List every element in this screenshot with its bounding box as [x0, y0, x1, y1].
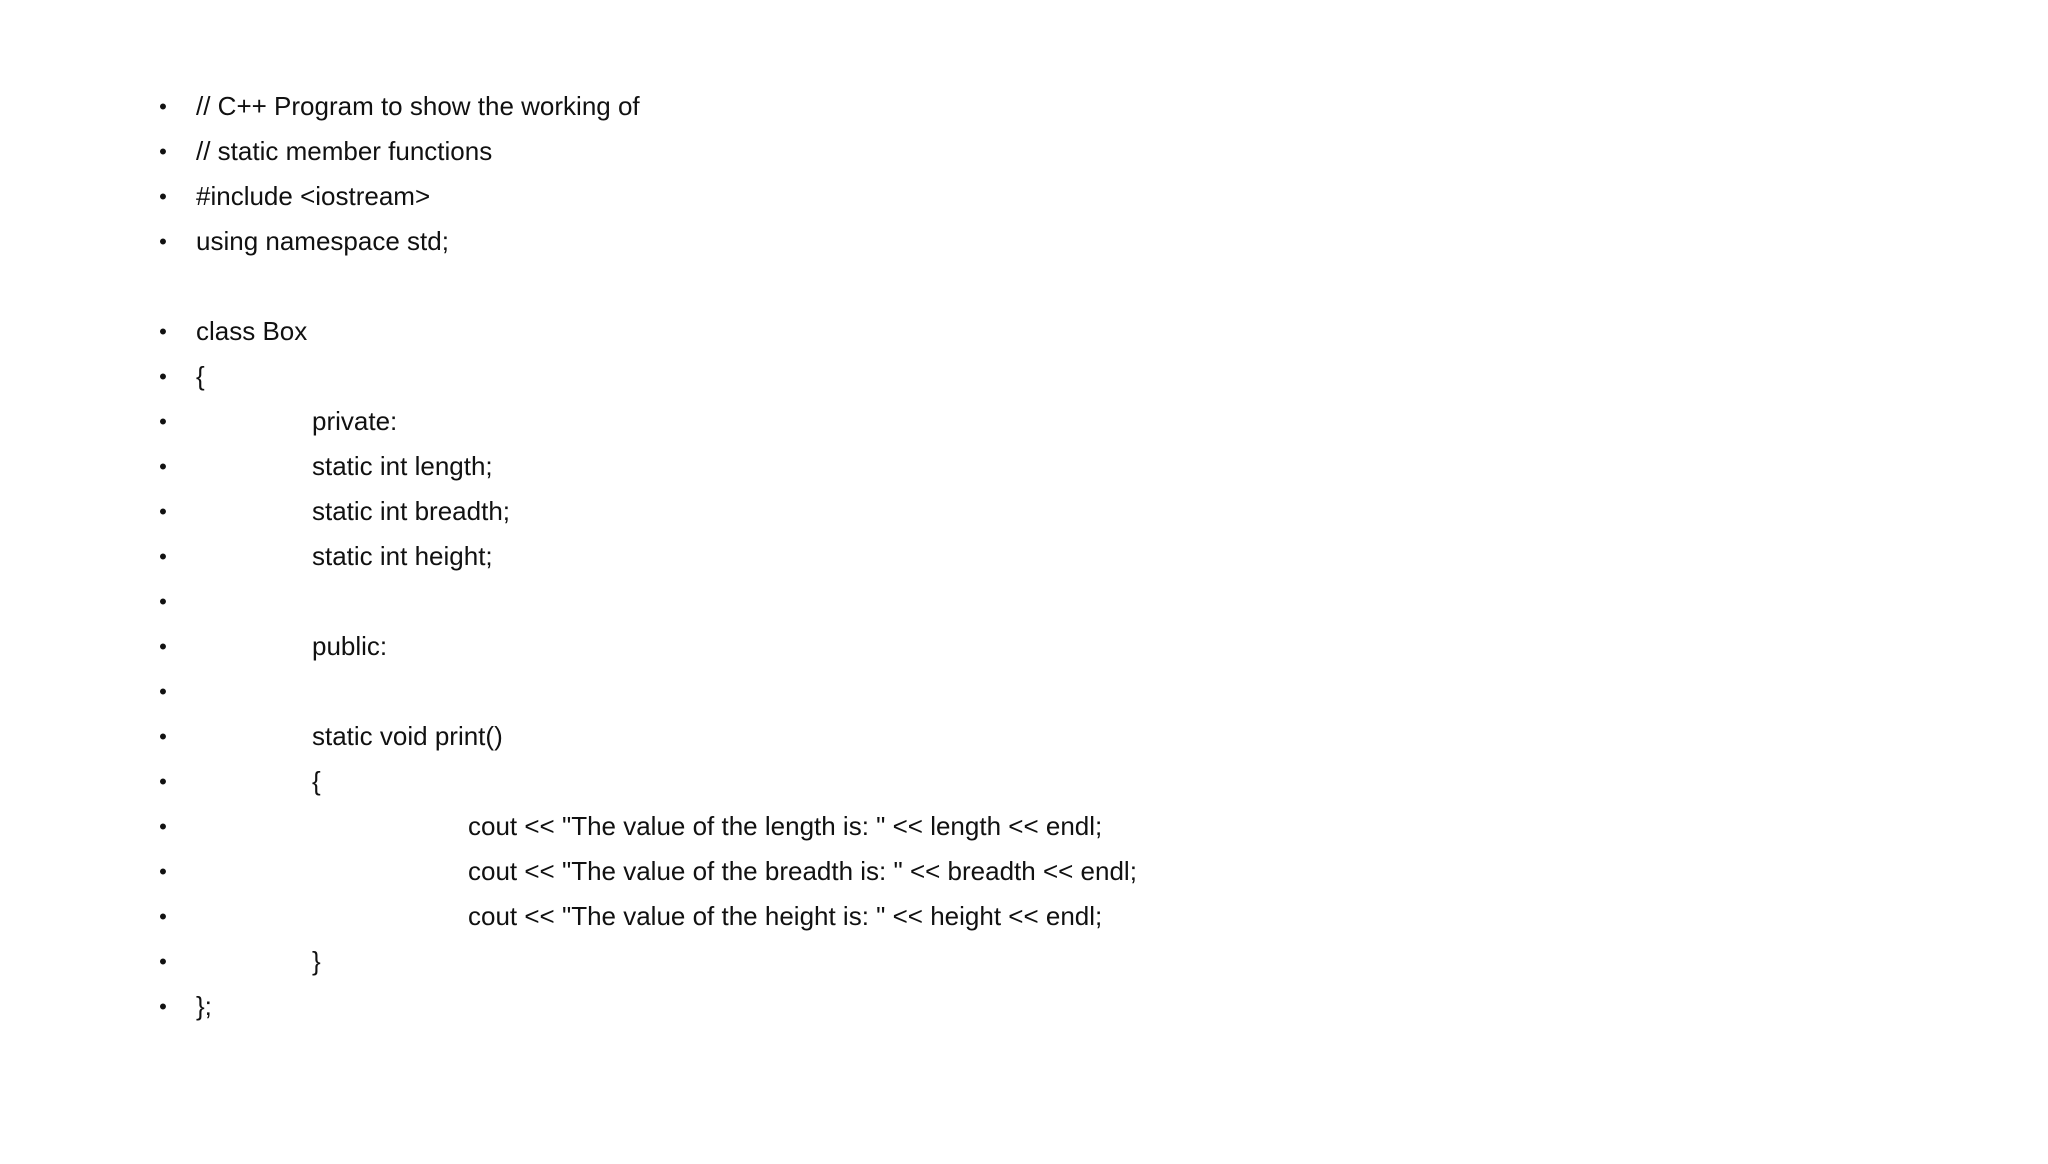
- bullet-icon: •: [159, 319, 167, 344]
- bullet-icon: •: [159, 634, 167, 659]
- bullet-icon: •: [159, 139, 167, 164]
- bullet-icon: •: [159, 184, 167, 209]
- code-line-text: static int height;: [312, 541, 493, 571]
- bullet-icon: •: [159, 904, 167, 929]
- code-line-text: };: [196, 991, 212, 1021]
- bullet-icon: •: [159, 859, 167, 884]
- code-line: [150, 984, 212, 1029]
- code-line: [150, 849, 1137, 894]
- code-line-text: static int length;: [312, 451, 493, 481]
- bullet-icon: •: [159, 589, 167, 614]
- bullet-icon: •: [159, 364, 167, 389]
- bullet-icon: •: [159, 94, 167, 119]
- code-line-text: // C++ Program to show the working of: [196, 91, 640, 121]
- bullet-icon: •: [159, 454, 167, 479]
- bullet-icon: •: [159, 409, 167, 434]
- bullet-icon: •: [159, 994, 167, 1019]
- code-line: [150, 534, 493, 579]
- code-line: [150, 939, 321, 984]
- code-line-text: static void print(): [312, 721, 503, 751]
- code-line-empty: [150, 579, 193, 624]
- code-line-text: static int breadth;: [312, 496, 510, 526]
- code-line-empty: [150, 669, 193, 714]
- code-line-text: using namespace std;: [196, 226, 449, 256]
- bullet-icon: •: [159, 544, 167, 569]
- bullet-icon: •: [159, 814, 167, 839]
- bullet-icon: •: [159, 724, 167, 749]
- code-line: [150, 84, 640, 129]
- code-line-text: cout << "The value of the breadth is: " << breadth << endl;: [468, 856, 1137, 886]
- code-line: [150, 174, 431, 219]
- code-line: [150, 129, 493, 174]
- code-line: [150, 624, 388, 669]
- bullet-icon: •: [159, 679, 167, 704]
- code-line-text: private:: [312, 406, 398, 436]
- code-line: [150, 894, 1103, 939]
- code-line-text: {: [196, 361, 205, 391]
- code-bullet-list: [150, 84, 1137, 1029]
- code-line-text: public:: [312, 631, 388, 661]
- code-line: [150, 219, 449, 264]
- code-line: [150, 714, 503, 759]
- bullet-icon: •: [159, 229, 167, 254]
- bullet-icon: •: [159, 499, 167, 524]
- code-line: [150, 759, 321, 804]
- code-line: [150, 309, 308, 354]
- code-line: [150, 399, 398, 444]
- code-line: [150, 444, 493, 489]
- bullet-icon: •: [159, 769, 167, 794]
- bullet-icon: •: [159, 949, 167, 974]
- code-line-text: #include <iostream>: [196, 181, 431, 211]
- code-line-text: cout << "The value of the height is: " << height << endl;: [468, 901, 1103, 931]
- code-line-text: {: [312, 766, 321, 796]
- code-line: [150, 354, 205, 399]
- code-line-text: }: [312, 946, 321, 976]
- code-line: [150, 489, 510, 534]
- code-line: [150, 804, 1103, 849]
- code-line-text: // static member functions: [196, 136, 493, 166]
- code-line-text: class Box: [196, 316, 308, 346]
- code-line-text: cout << "The value of the length is: " << length << endl;: [468, 811, 1103, 841]
